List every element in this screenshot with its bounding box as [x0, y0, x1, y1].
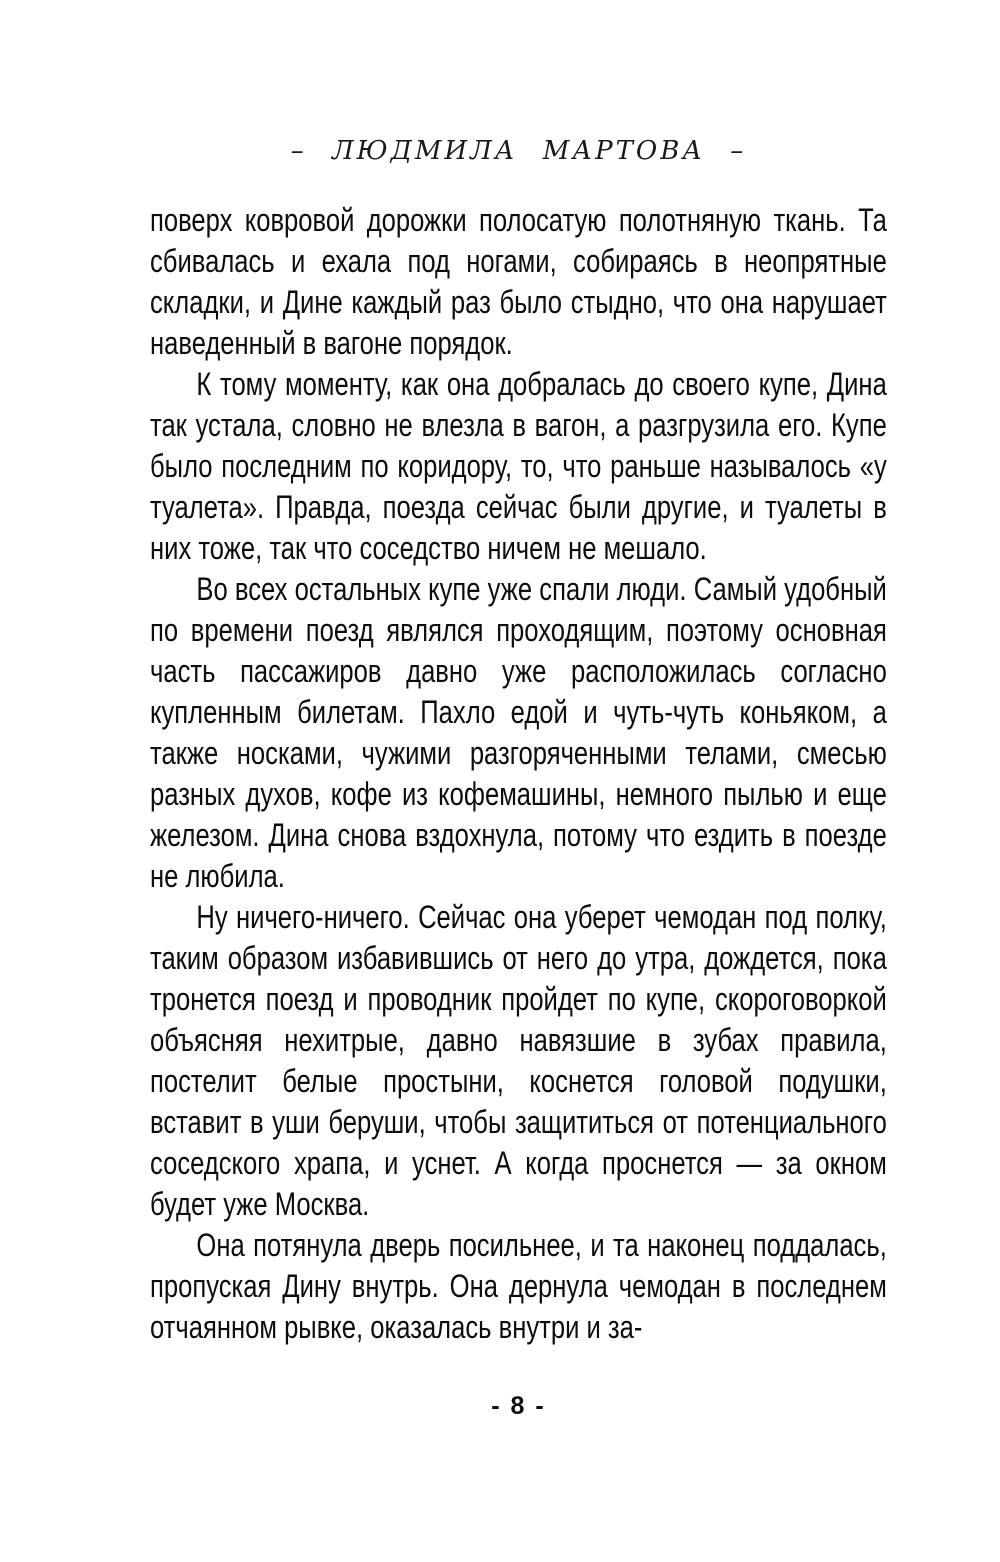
running-header-author: – ЛЮДМИЛА МАРТОВА –: [290, 136, 747, 166]
paragraph: Во всех остальных купе уже спали люди. Самый удобный по времени поезд являлся проходящим, поэтому основная часть пассажиров давно уже расположилась согласно купленным билетам. Пахло едой и чуть-чуть коньяком, а также носками, чужими разгоряченными телами, смесью разных духов, кофе из кофемашины, немного пылью и еще железом. Дина снова вздохнула, потому что ездить в поезде не любила.: [150, 571, 887, 894]
paragraph: поверх ковровой дорожки полосатую полотняную ткань. Та сбивалась и ехала под ногами, собираясь в неопрятные складки, и Дине каждый раз было стыдно, что она нарушает наведенный в вагоне порядок.: [150, 202, 887, 361]
paragraph: Ну ничего-ничего. Сейчас она уберет чемодан под полку, таким образом избавившись от него до утра, дождется, пока тронется поезд и проводник пройдет по купе, скороговоркой объясняя нехитрые, давно навязшие в зубах правила, постелит белые простыни, коснется головой подушки, вставит в уши беруши, чтобы защититься от потенциального соседского храпа, и уснет. А когда проснется — за окном будет уже Москва.: [150, 899, 887, 1222]
paragraph: Она потянула дверь посильнее, и та наконец поддалась, пропуская Дину внутрь. Она дернула чемодан в последнем отчаянном рывке, оказалась внутри и за-: [150, 1227, 887, 1345]
body-text: [150, 200, 887, 1348]
paragraph: К тому моменту, как она добралась до своего купе, Дина так устала, словно не влезла в вагон, а разгрузила его. Купе было последним по коридору, то, что раньше называлось «у туалета». Правда, поезда сейчас были другие, и туалеты в них тоже, так что соседство ничем не мешало.: [150, 366, 887, 566]
page-number: - 8 -: [491, 1392, 546, 1420]
text-column: [150, 0, 887, 1348]
